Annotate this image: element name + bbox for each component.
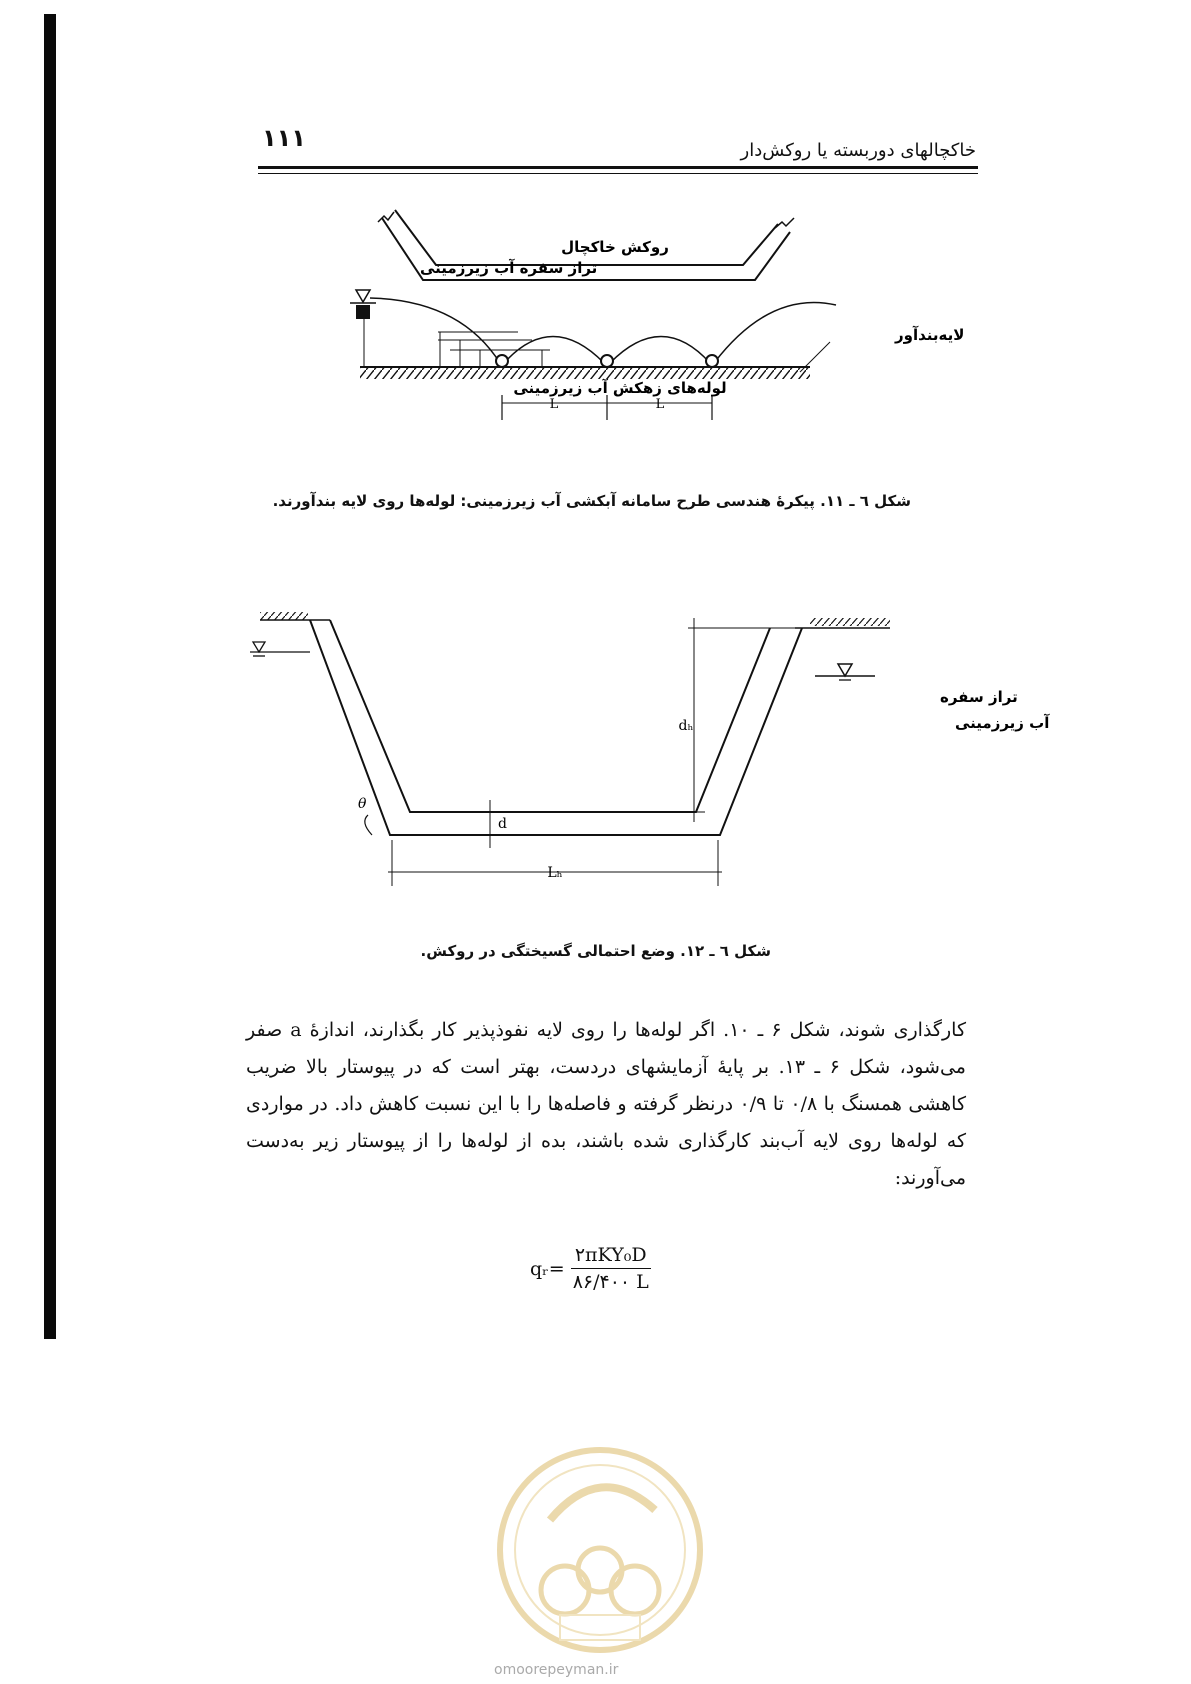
formula-lhs: qᵣ=	[530, 1257, 565, 1280]
dim-L2: L	[655, 397, 665, 412]
header-rule	[258, 166, 978, 169]
figure-drainage-geometry	[270, 210, 970, 480]
label-d: d	[498, 816, 507, 832]
drain-discharge-formula	[530, 1244, 653, 1293]
label-impermeable: لایه‌بندآور	[895, 326, 965, 344]
label-water-table-1: تراز سفره	[940, 688, 1018, 706]
formula-denominator: ۸۶/۴۰۰ L	[572, 1271, 649, 1293]
label-water-table-2: آب زیرزمینی	[955, 714, 1050, 732]
watermark-logo	[480, 1440, 720, 1660]
label-lining: روکش خاکچال	[561, 238, 669, 256]
figure-lining-failure	[250, 600, 1050, 905]
header-rule-thin	[258, 173, 978, 174]
watermark-url: omoorepeyman.ir	[494, 1662, 619, 1678]
running-title: خاکچالهای دوربسته یا روکش‌دار	[740, 140, 976, 161]
figure1-caption: شکل ٦ ـ ١١. پیکرهٔ هندسی طرح سامانه آبکشی آب زیرزمینی: لوله‌ها روی لایه بندآورند.	[272, 492, 911, 510]
body-paragraph	[246, 1012, 966, 1197]
label-Lb: Lₕ	[547, 865, 563, 881]
label-water-table: تراز سفره آب زیرزمینی	[420, 259, 598, 277]
page-number: ۱۱۱	[262, 124, 306, 152]
figure2-caption: شکل ٦ ـ ١٢. وضع احتمالی گسیختگی در روکش.	[420, 942, 771, 960]
paragraph-text: کارگذاری شوند، شکل ۶ ـ ۱۰. اگر لوله‌ها را روی لایه نفوذپذیر کار بگذارند، اندازهٔ a صفر می‌شود، شکل ۶ ـ ۱۳. بر پایهٔ آزمایشهای دردست، بهتر است که در پیوستار بالا ضریب کاهشی همسنگ با ۰/۸ تا ۰/۹ درنظر گرفته و فاصله‌ها را با این نسبت کاهش داد. در مواردی که لوله‌ها روی لایه آب‌بند کارگذاری شده باشند، بده از لوله‌ها را از پیوستار زیر به‌دست می‌آورند:	[246, 1019, 967, 1189]
formula-fraction	[569, 1244, 653, 1293]
dim-L1: L	[549, 397, 559, 412]
scan-edge-bar	[44, 14, 56, 1339]
label-theta: θ	[358, 796, 367, 812]
formula-numerator: ۲πKY₀D	[571, 1244, 651, 1269]
label-pipes: لوله‌های زهکش آب زیرزمینی	[513, 379, 727, 397]
label-db: dₕ	[678, 718, 694, 734]
